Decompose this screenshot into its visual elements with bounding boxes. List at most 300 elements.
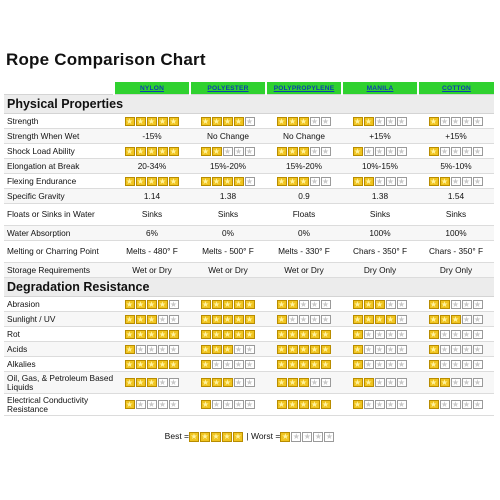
- star-filled-icon: ★: [245, 299, 254, 309]
- value-cell: Dry Only: [418, 263, 494, 278]
- star-filled-icon: ★: [429, 400, 438, 410]
- star-filled-icon: ★: [429, 299, 438, 309]
- star-filled-icon: ★: [353, 314, 362, 324]
- rating-cell: [266, 342, 342, 357]
- star-empty-icon: ★: [299, 299, 308, 309]
- legend-separator: |: [244, 431, 251, 441]
- star-filled-icon: ★: [158, 329, 167, 339]
- star-filled-icon: ★: [353, 329, 362, 339]
- star-rating: [201, 177, 256, 186]
- star-filled-icon: ★: [277, 299, 286, 309]
- star-empty-icon: ★: [386, 344, 395, 354]
- row-label: Oil, Gas, & Petroleum Based Liquids: [4, 372, 114, 394]
- table-row: [4, 297, 494, 312]
- star-empty-icon: ★: [321, 378, 330, 388]
- star-filled-icon: ★: [234, 314, 243, 324]
- star-filled-icon: ★: [201, 116, 210, 126]
- rating-cell: [190, 357, 266, 372]
- star-filled-icon: ★: [288, 329, 297, 339]
- star-empty-icon: ★: [321, 299, 330, 309]
- rating-cell: [266, 357, 342, 372]
- star-filled-icon: ★: [310, 400, 319, 410]
- table-row: [4, 174, 494, 189]
- value-cell: Sinks: [342, 204, 418, 226]
- star-filled-icon: ★: [169, 359, 178, 369]
- star-rating: [201, 117, 256, 126]
- star-empty-icon: ★: [386, 116, 395, 126]
- star-empty-icon: ★: [310, 176, 319, 186]
- star-filled-icon: ★: [353, 146, 362, 156]
- rating-cell: [190, 114, 266, 129]
- star-empty-icon: ★: [386, 146, 395, 156]
- rating-cell: [114, 114, 190, 129]
- star-empty-icon: ★: [462, 378, 471, 388]
- star-filled-icon: ★: [277, 359, 286, 369]
- star-empty-icon: ★: [462, 359, 471, 369]
- star-rating: [277, 300, 332, 309]
- value-cell: Sinks: [190, 204, 266, 226]
- star-filled-icon: ★: [234, 431, 242, 441]
- star-empty-icon: ★: [375, 400, 384, 410]
- row-label: Elongation at Break: [4, 159, 114, 174]
- star-empty-icon: ★: [397, 329, 406, 339]
- star-rating: [429, 315, 484, 324]
- rating-cell: [190, 327, 266, 342]
- row-label: Strength: [4, 114, 114, 129]
- star-filled-icon: ★: [277, 344, 286, 354]
- star-rating: [201, 345, 256, 354]
- star-empty-icon: ★: [462, 400, 471, 410]
- star-filled-icon: ★: [125, 400, 134, 410]
- star-filled-icon: ★: [310, 344, 319, 354]
- star-empty-icon: ★: [440, 344, 449, 354]
- column-header-manila[interactable]: [342, 82, 418, 95]
- star-filled-icon: ★: [147, 176, 156, 186]
- star-empty-icon: ★: [136, 400, 145, 410]
- star-empty-icon: ★: [321, 176, 330, 186]
- star-filled-icon: ★: [125, 344, 134, 354]
- value-cell: 0%: [266, 226, 342, 241]
- star-empty-icon: ★: [440, 359, 449, 369]
- row-label: Shock Load Ability: [4, 144, 114, 159]
- star-rating: [125, 360, 180, 369]
- table-row: [4, 144, 494, 159]
- star-filled-icon: ★: [223, 176, 232, 186]
- rating-cell: [342, 297, 418, 312]
- star-filled-icon: ★: [353, 299, 362, 309]
- star-filled-icon: ★: [158, 176, 167, 186]
- star-filled-icon: ★: [201, 400, 210, 410]
- row-label: Sunlight / UV: [4, 312, 114, 327]
- table-row: [4, 372, 494, 394]
- star-rating: [353, 315, 408, 324]
- star-rating: [125, 177, 180, 186]
- star-empty-icon: ★: [245, 344, 254, 354]
- star-filled-icon: ★: [212, 344, 221, 354]
- star-empty-icon: ★: [440, 116, 449, 126]
- rating-cell: [342, 357, 418, 372]
- star-rating: [429, 147, 484, 156]
- section-title: Physical Properties: [4, 95, 494, 114]
- column-header-label: MANILA: [366, 84, 394, 92]
- star-rating: [201, 300, 256, 309]
- star-filled-icon: ★: [353, 400, 362, 410]
- star-rating: [353, 117, 408, 126]
- column-header-polyester[interactable]: [190, 82, 266, 95]
- star-filled-icon: ★: [234, 299, 243, 309]
- star-filled-icon: ★: [234, 329, 243, 339]
- star-filled-icon: ★: [147, 359, 156, 369]
- rating-cell: [342, 144, 418, 159]
- rating-cell: [266, 394, 342, 416]
- column-header-label: NYLON: [139, 84, 165, 92]
- value-cell: 5%-10%: [418, 159, 494, 174]
- star-filled-icon: ★: [169, 176, 178, 186]
- star-filled-icon: ★: [147, 116, 156, 126]
- rating-cell: [342, 327, 418, 342]
- table-row: [4, 327, 494, 342]
- rating-cell: [114, 327, 190, 342]
- star-rating: [125, 345, 180, 354]
- value-cell: 100%: [418, 226, 494, 241]
- star-filled-icon: ★: [310, 359, 319, 369]
- rating-cell: [190, 297, 266, 312]
- star-empty-icon: ★: [375, 176, 384, 186]
- star-rating: [353, 345, 408, 354]
- star-empty-icon: ★: [451, 299, 460, 309]
- star-rating: [201, 330, 256, 339]
- star-empty-icon: ★: [147, 344, 156, 354]
- star-filled-icon: ★: [288, 116, 297, 126]
- star-empty-icon: ★: [169, 400, 178, 410]
- star-empty-icon: ★: [397, 400, 406, 410]
- value-cell: +15%: [342, 129, 418, 144]
- star-filled-icon: ★: [288, 378, 297, 388]
- star-rating: [125, 117, 180, 126]
- star-empty-icon: ★: [397, 359, 406, 369]
- star-rating: [277, 330, 332, 339]
- rating-cell: [114, 174, 190, 189]
- star-filled-icon: ★: [299, 359, 308, 369]
- star-filled-icon: ★: [136, 146, 145, 156]
- column-header-nylon[interactable]: [114, 82, 190, 95]
- star-rating: [429, 177, 484, 186]
- star-filled-icon: ★: [429, 359, 438, 369]
- star-empty-icon: ★: [245, 146, 254, 156]
- star-filled-icon: ★: [321, 359, 330, 369]
- star-filled-icon: ★: [125, 359, 134, 369]
- star-filled-icon: ★: [277, 400, 286, 410]
- star-filled-icon: ★: [429, 378, 438, 388]
- star-filled-icon: ★: [299, 329, 308, 339]
- star-empty-icon: ★: [375, 359, 384, 369]
- rating-cell: [114, 394, 190, 416]
- star-filled-icon: ★: [212, 431, 220, 441]
- star-filled-icon: ★: [321, 400, 330, 410]
- star-rating: [277, 378, 332, 387]
- table-body: [4, 95, 494, 416]
- star-filled-icon: ★: [201, 314, 210, 324]
- star-empty-icon: ★: [147, 400, 156, 410]
- legend-worst-label: Worst =: [250, 431, 281, 441]
- star-empty-icon: ★: [397, 176, 406, 186]
- rating-cell: [418, 114, 494, 129]
- section-header-row: [4, 95, 494, 114]
- star-empty-icon: ★: [397, 299, 406, 309]
- value-cell: Sinks: [114, 204, 190, 226]
- star-filled-icon: ★: [201, 146, 210, 156]
- star-filled-icon: ★: [125, 299, 134, 309]
- star-empty-icon: ★: [451, 176, 460, 186]
- star-filled-icon: ★: [277, 146, 286, 156]
- star-filled-icon: ★: [136, 116, 145, 126]
- star-filled-icon: ★: [277, 314, 286, 324]
- star-filled-icon: ★: [281, 431, 289, 441]
- column-header-label: POLYPROPYLENE: [273, 84, 335, 92]
- star-rating: [429, 360, 484, 369]
- row-label: Abrasion: [4, 297, 114, 312]
- column-header-cotton[interactable]: [418, 82, 494, 95]
- star-rating: [125, 147, 180, 156]
- star-empty-icon: ★: [451, 344, 460, 354]
- star-rating: [429, 378, 484, 387]
- star-filled-icon: ★: [201, 431, 209, 441]
- star-empty-icon: ★: [245, 359, 254, 369]
- star-empty-icon: ★: [234, 146, 243, 156]
- star-empty-icon: ★: [169, 378, 178, 388]
- star-empty-icon: ★: [223, 146, 232, 156]
- row-label: Electrical Conductivity Resistance: [4, 394, 114, 416]
- star-empty-icon: ★: [451, 329, 460, 339]
- star-filled-icon: ★: [212, 176, 221, 186]
- star-empty-icon: ★: [473, 400, 482, 410]
- table-row: [4, 129, 494, 144]
- star-filled-icon: ★: [158, 299, 167, 309]
- star-rating: [429, 345, 484, 354]
- star-filled-icon: ★: [212, 146, 221, 156]
- star-filled-icon: ★: [190, 431, 198, 441]
- row-label: Melting or Charring Point: [4, 241, 114, 263]
- star-filled-icon: ★: [353, 116, 362, 126]
- star-empty-icon: ★: [440, 400, 449, 410]
- star-rating: [201, 147, 256, 156]
- star-filled-icon: ★: [429, 329, 438, 339]
- star-empty-icon: ★: [375, 344, 384, 354]
- star-filled-icon: ★: [353, 344, 362, 354]
- value-cell: Floats: [266, 204, 342, 226]
- row-label: Floats or Sinks in Water: [4, 204, 114, 226]
- rating-cell: [114, 312, 190, 327]
- star-filled-icon: ★: [277, 329, 286, 339]
- rating-cell: [418, 372, 494, 394]
- table-row: [4, 342, 494, 357]
- value-cell: 1.38: [190, 189, 266, 204]
- star-empty-icon: ★: [451, 116, 460, 126]
- star-empty-icon: ★: [462, 176, 471, 186]
- star-empty-icon: ★: [386, 176, 395, 186]
- star-filled-icon: ★: [147, 314, 156, 324]
- star-filled-icon: ★: [212, 314, 221, 324]
- rating-cell: [342, 394, 418, 416]
- star-empty-icon: ★: [169, 314, 178, 324]
- header-spacer: [4, 82, 114, 95]
- column-header-row: [4, 82, 494, 95]
- star-empty-icon: ★: [325, 431, 333, 441]
- value-cell: 1.14: [114, 189, 190, 204]
- star-filled-icon: ★: [288, 400, 297, 410]
- rating-cell: [418, 297, 494, 312]
- legend-best-label: Best =: [164, 431, 190, 441]
- star-rating: [277, 147, 332, 156]
- star-filled-icon: ★: [299, 344, 308, 354]
- star-filled-icon: ★: [277, 378, 286, 388]
- rating-cell: [418, 327, 494, 342]
- star-filled-icon: ★: [386, 314, 395, 324]
- star-rating: [353, 360, 408, 369]
- star-filled-icon: ★: [299, 116, 308, 126]
- rating-cell: [342, 174, 418, 189]
- star-empty-icon: ★: [212, 359, 221, 369]
- star-filled-icon: ★: [158, 146, 167, 156]
- star-filled-icon: ★: [440, 176, 449, 186]
- row-label: Flexing Endurance: [4, 174, 114, 189]
- star-empty-icon: ★: [397, 314, 406, 324]
- star-empty-icon: ★: [386, 299, 395, 309]
- star-empty-icon: ★: [386, 400, 395, 410]
- table-row: [4, 159, 494, 174]
- star-filled-icon: ★: [125, 146, 134, 156]
- star-empty-icon: ★: [375, 378, 384, 388]
- star-filled-icon: ★: [440, 299, 449, 309]
- star-empty-icon: ★: [223, 400, 232, 410]
- star-empty-icon: ★: [303, 431, 311, 441]
- star-filled-icon: ★: [136, 359, 145, 369]
- table-row: [4, 263, 494, 278]
- value-cell: Melts - 480° F: [114, 241, 190, 263]
- value-cell: 100%: [342, 226, 418, 241]
- star-filled-icon: ★: [169, 146, 178, 156]
- star-filled-icon: ★: [212, 299, 221, 309]
- star-filled-icon: ★: [201, 299, 210, 309]
- star-empty-icon: ★: [462, 146, 471, 156]
- star-filled-icon: ★: [147, 378, 156, 388]
- rating-cell: [266, 144, 342, 159]
- star-filled-icon: ★: [136, 299, 145, 309]
- star-empty-icon: ★: [397, 378, 406, 388]
- star-filled-icon: ★: [234, 116, 243, 126]
- value-cell: Melts - 500° F: [190, 241, 266, 263]
- star-empty-icon: ★: [212, 400, 221, 410]
- row-label: Rot: [4, 327, 114, 342]
- star-empty-icon: ★: [364, 359, 373, 369]
- star-filled-icon: ★: [169, 329, 178, 339]
- star-empty-icon: ★: [245, 176, 254, 186]
- star-filled-icon: ★: [310, 329, 319, 339]
- star-filled-icon: ★: [212, 378, 221, 388]
- column-header-polypropylene[interactable]: [266, 82, 342, 95]
- star-filled-icon: ★: [353, 176, 362, 186]
- star-filled-icon: ★: [147, 146, 156, 156]
- star-empty-icon: ★: [364, 329, 373, 339]
- star-empty-icon: ★: [234, 344, 243, 354]
- value-cell: Dry Only: [342, 263, 418, 278]
- star-empty-icon: ★: [386, 359, 395, 369]
- star-rating: [429, 117, 484, 126]
- star-empty-icon: ★: [158, 344, 167, 354]
- star-rating: [277, 360, 332, 369]
- star-empty-icon: ★: [451, 359, 460, 369]
- value-cell: Wet or Dry: [190, 263, 266, 278]
- star-rating: [353, 400, 408, 409]
- star-filled-icon: ★: [429, 176, 438, 186]
- rating-cell: [342, 372, 418, 394]
- star-empty-icon: ★: [158, 378, 167, 388]
- star-filled-icon: ★: [223, 299, 232, 309]
- value-cell: +15%: [418, 129, 494, 144]
- star-filled-icon: ★: [201, 176, 210, 186]
- rating-legend: [0, 431, 500, 442]
- row-label: Acids: [4, 342, 114, 357]
- rating-cell: [266, 297, 342, 312]
- star-rating: [429, 300, 484, 309]
- star-empty-icon: ★: [462, 299, 471, 309]
- star-rating: [353, 300, 408, 309]
- star-empty-icon: ★: [397, 116, 406, 126]
- star-filled-icon: ★: [429, 116, 438, 126]
- star-filled-icon: ★: [136, 314, 145, 324]
- star-rating: [280, 432, 335, 442]
- value-cell: Wet or Dry: [266, 263, 342, 278]
- star-filled-icon: ★: [288, 146, 297, 156]
- star-empty-icon: ★: [473, 344, 482, 354]
- star-rating: [277, 117, 332, 126]
- rating-cell: [342, 114, 418, 129]
- value-cell: 1.38: [342, 189, 418, 204]
- rating-cell: [190, 342, 266, 357]
- star-filled-icon: ★: [288, 176, 297, 186]
- star-empty-icon: ★: [375, 146, 384, 156]
- star-filled-icon: ★: [451, 314, 460, 324]
- rating-cell: [342, 312, 418, 327]
- star-empty-icon: ★: [321, 146, 330, 156]
- rating-cell: [114, 372, 190, 394]
- star-rating: [353, 330, 408, 339]
- star-empty-icon: ★: [473, 329, 482, 339]
- star-filled-icon: ★: [353, 378, 362, 388]
- rating-cell: [418, 394, 494, 416]
- star-empty-icon: ★: [364, 344, 373, 354]
- star-empty-icon: ★: [364, 400, 373, 410]
- rating-cell: [418, 312, 494, 327]
- rating-cell: [190, 312, 266, 327]
- star-empty-icon: ★: [386, 378, 395, 388]
- value-cell: No Change: [190, 129, 266, 144]
- star-empty-icon: ★: [440, 329, 449, 339]
- rating-cell: [114, 357, 190, 372]
- section-title: Degradation Resistance: [4, 278, 494, 297]
- row-label: Strength When Wet: [4, 129, 114, 144]
- row-label: Alkalies: [4, 357, 114, 372]
- star-filled-icon: ★: [440, 378, 449, 388]
- star-rating: [201, 315, 256, 324]
- star-filled-icon: ★: [429, 146, 438, 156]
- star-filled-icon: ★: [169, 116, 178, 126]
- star-filled-icon: ★: [212, 116, 221, 126]
- star-empty-icon: ★: [473, 359, 482, 369]
- star-empty-icon: ★: [292, 431, 300, 441]
- star-filled-icon: ★: [136, 378, 145, 388]
- rating-cell: [342, 342, 418, 357]
